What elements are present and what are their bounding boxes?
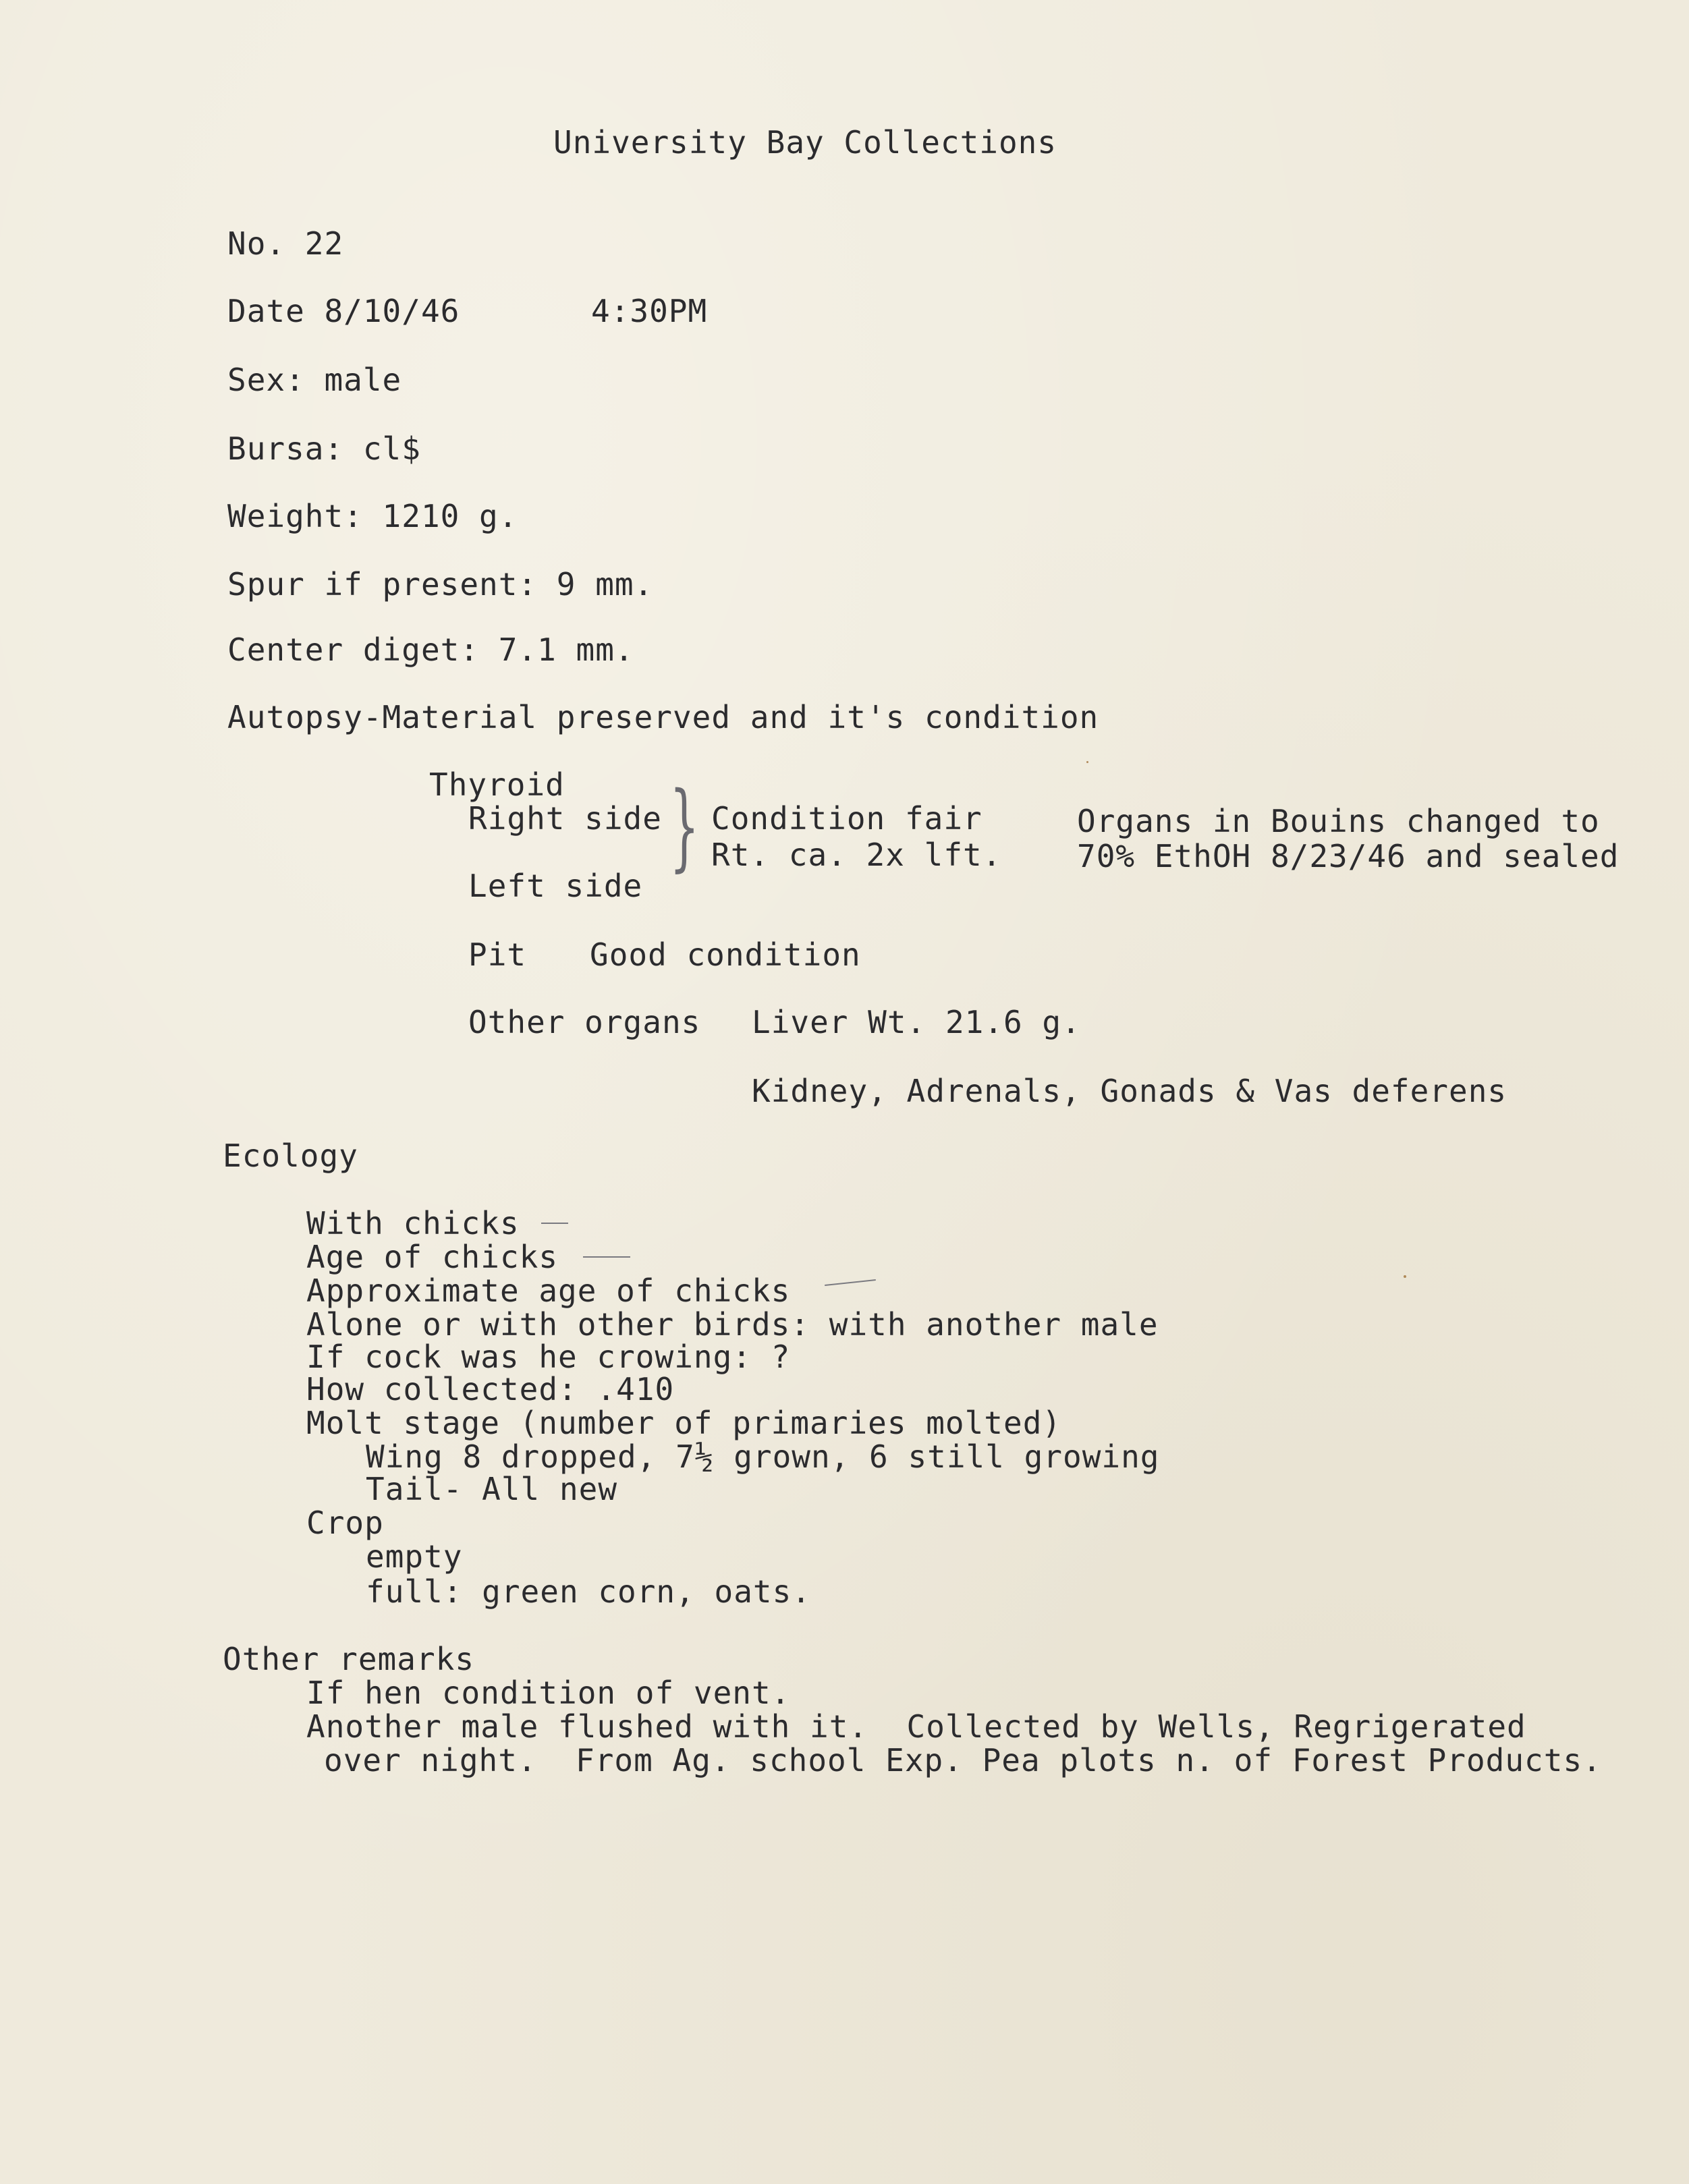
record-number: No. 22 <box>227 225 344 262</box>
right-side-label: Right side <box>468 800 662 837</box>
with-chicks-blank <box>541 1223 568 1224</box>
paper-speck <box>1086 761 1088 763</box>
pit-label: Pit <box>468 936 527 973</box>
crop-full: full: green corn, oats. <box>366 1573 811 1610</box>
autopsy-heading: Autopsy-Material preserved and it's condition <box>227 699 1099 735</box>
approximate-age-blank <box>825 1279 876 1286</box>
with-chicks: With chicks <box>306 1205 520 1241</box>
hen-condition: If hen condition of vent. <box>306 1675 791 1711</box>
sex-field: Sex: male <box>227 362 402 398</box>
thyroid-condition: Condition fair <box>711 800 982 837</box>
crop-empty: empty <box>366 1538 463 1575</box>
thyroid-ratio: Rt. ca. 2x lft. <box>711 837 1002 873</box>
spur-field: Spur if present: 9 mm. <box>227 566 654 603</box>
kidney-line: Kidney, Adrenals, Gonads & Vas deferens <box>752 1073 1507 1109</box>
organs-note-line-1: Organs in Bouins changed to <box>1077 803 1600 839</box>
bursa-field: Bursa: cl$ <box>227 430 421 467</box>
weight-field: Weight: 1210 g. <box>227 498 518 534</box>
thyroid-brace: } <box>669 771 700 882</box>
other-organs-label: Other organs <box>468 1004 701 1040</box>
how-collected: How collected: .410 <box>306 1371 675 1407</box>
remarks-line-1: Another male flushed with it. Collected by Wells, Regrigerated <box>306 1708 1526 1745</box>
molt-stage: Molt stage (number of primaries molted) <box>306 1405 1062 1441</box>
left-side-label: Left side <box>468 868 643 904</box>
paper-speck <box>1404 1275 1406 1278</box>
record-time: 4:30PM <box>591 293 708 329</box>
tail-molt: Tail- All new <box>366 1471 618 1507</box>
ecology-heading: Ecology <box>223 1138 358 1174</box>
wing-molt: Wing 8 dropped, 7½ grown, 6 still growing <box>366 1438 1160 1475</box>
age-of-chicks-blank <box>583 1256 630 1258</box>
cock-crowing: If cock was he crowing: ? <box>306 1339 791 1375</box>
crop-label: Crop <box>306 1505 384 1541</box>
liver-weight: Liver Wt. 21.6 g. <box>752 1004 1081 1040</box>
center-digit-field: Center diget: 7.1 mm. <box>227 632 634 668</box>
remarks-heading: Other remarks <box>223 1641 475 1677</box>
pit-condition: Good condition <box>590 936 861 973</box>
thyroid-label: Thyroid <box>429 766 565 803</box>
organs-note-line-2: 70% EthOH 8/23/46 and sealed <box>1077 838 1619 874</box>
alone-or-with: Alone or with other birds: with another male <box>306 1306 1159 1343</box>
record-date: Date 8/10/46 <box>227 293 460 329</box>
remarks-line-2: over night. From Ag. school Exp. Pea plots n. of Forest Products. <box>324 1742 1602 1779</box>
age-of-chicks: Age of chicks <box>306 1239 559 1275</box>
page-title: University Bay Collections <box>553 124 1057 161</box>
approximate-age: Approximate age of chicks <box>306 1272 791 1309</box>
